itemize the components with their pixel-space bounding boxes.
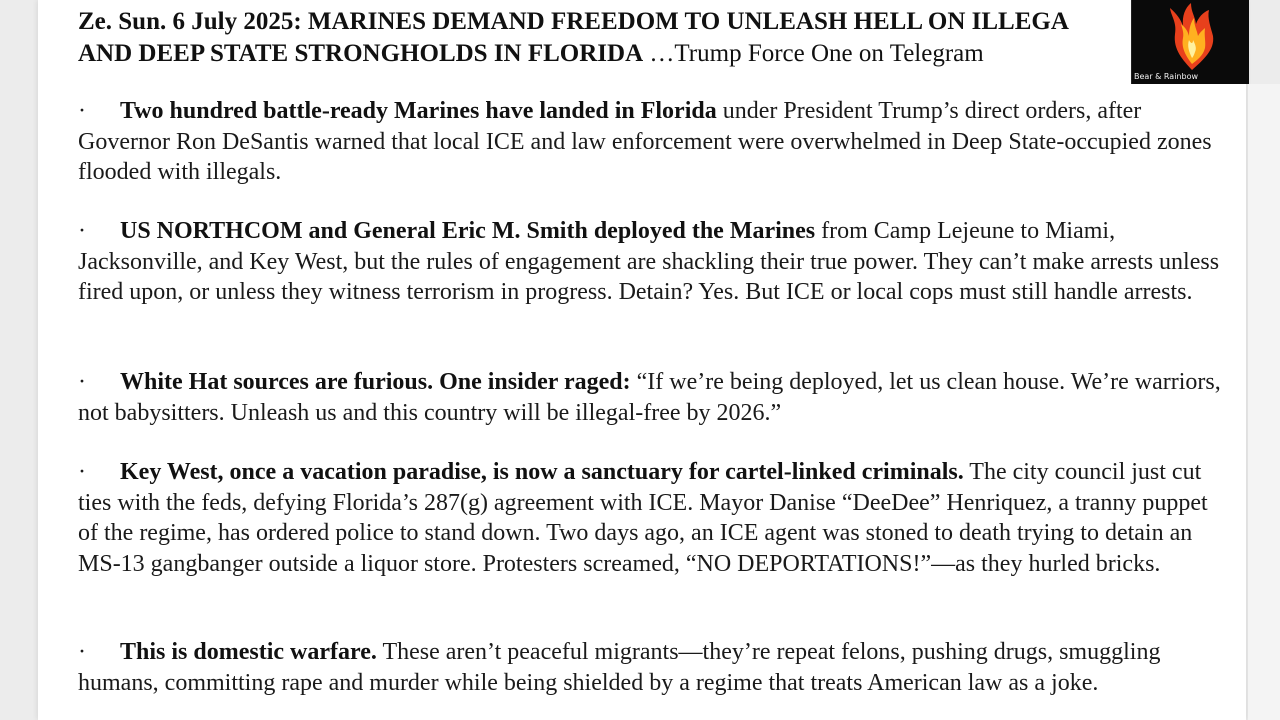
bullet-paragraph: [78, 457, 1228, 579]
bullet-paragraph: [78, 216, 1228, 308]
bullet-text: The city council just cut ties with the feds, defying Florida’s 287(g) agreement with ICE. Mayor Danise “DeeDee” Henriquez, a tranny puppet of the regime, has ordered police to stand down. Two days ago, an ICE agent was stoned to death trying to detain an MS-13 gangbanger outside a liquor store. Protesters screamed, “NO DEPORTATIONS!”—as they hurled bricks.: [78, 459, 1208, 577]
bullet-lead: Two hundred battle-ready Marines have landed in Florida: [120, 98, 717, 124]
bullet-marker: ·: [78, 369, 86, 395]
bullet-marker: ·: [78, 639, 86, 665]
headline-source: …Trump Force One on Telegram: [643, 40, 984, 67]
headline-title-line1: Ze. Sun. 6 July 2025: MARINES DEMAND FREEDOM TO UNLEASH HELL ON ILLEGA: [78, 8, 1069, 35]
watermark-label: Bear & Rainbow: [1134, 72, 1199, 81]
bullet-marker: ·: [78, 218, 86, 244]
bullet-text: “If we’re being deployed, let us clean house. We’re warriors, not babysitters. Unleash us and this country will be illegal-free by 2026.”: [78, 369, 1221, 426]
bullet-paragraph: [78, 367, 1228, 428]
bullet-text: These aren’t peaceful migrants—they’re repeat felons, pushing drugs, smuggling humans, committing rape and murder while being shielded by a regime that treats American law as a joke.: [78, 639, 1161, 696]
bullet-marker: ·: [78, 98, 86, 124]
bullet-lead: White Hat sources are furious. One insider raged:: [120, 369, 631, 395]
bullet-paragraph: [78, 637, 1228, 698]
bullet-text: from Camp Lejeune to Miami, Jacksonville, and Key West, but the rules of engagement are shackling their true power. They can’t make arrests unless fired upon, or unless they witness terrorism in progress. Detain? Yes. But ICE or local cops must still handle arrests.: [78, 218, 1220, 305]
bullet-lead: US NORTHCOM and General Eric M. Smith deployed the Marines: [120, 218, 816, 244]
headline-title-line2: AND DEEP STATE STRONGHOLDS IN FLORIDA: [78, 40, 644, 67]
bullet-lead: This is domestic warfare.: [120, 639, 377, 665]
headline: [78, 6, 1228, 70]
bullet-paragraph: [78, 96, 1228, 188]
channel-watermark: [1131, 0, 1249, 84]
phoenix-icon: [1169, 2, 1215, 72]
bullet-lead: Key West, once a vacation paradise, is now a sanctuary for cartel-linked criminals.: [120, 459, 964, 485]
bullet-text: under President Trump’s direct orders, after Governor Ron DeSantis warned that local ICE and law enforcement were overwhelmed in Deep State-occupied zones flooded with illegals.: [78, 98, 1212, 185]
bullet-marker: ·: [78, 459, 86, 485]
page-margin: [1248, 84, 1280, 720]
